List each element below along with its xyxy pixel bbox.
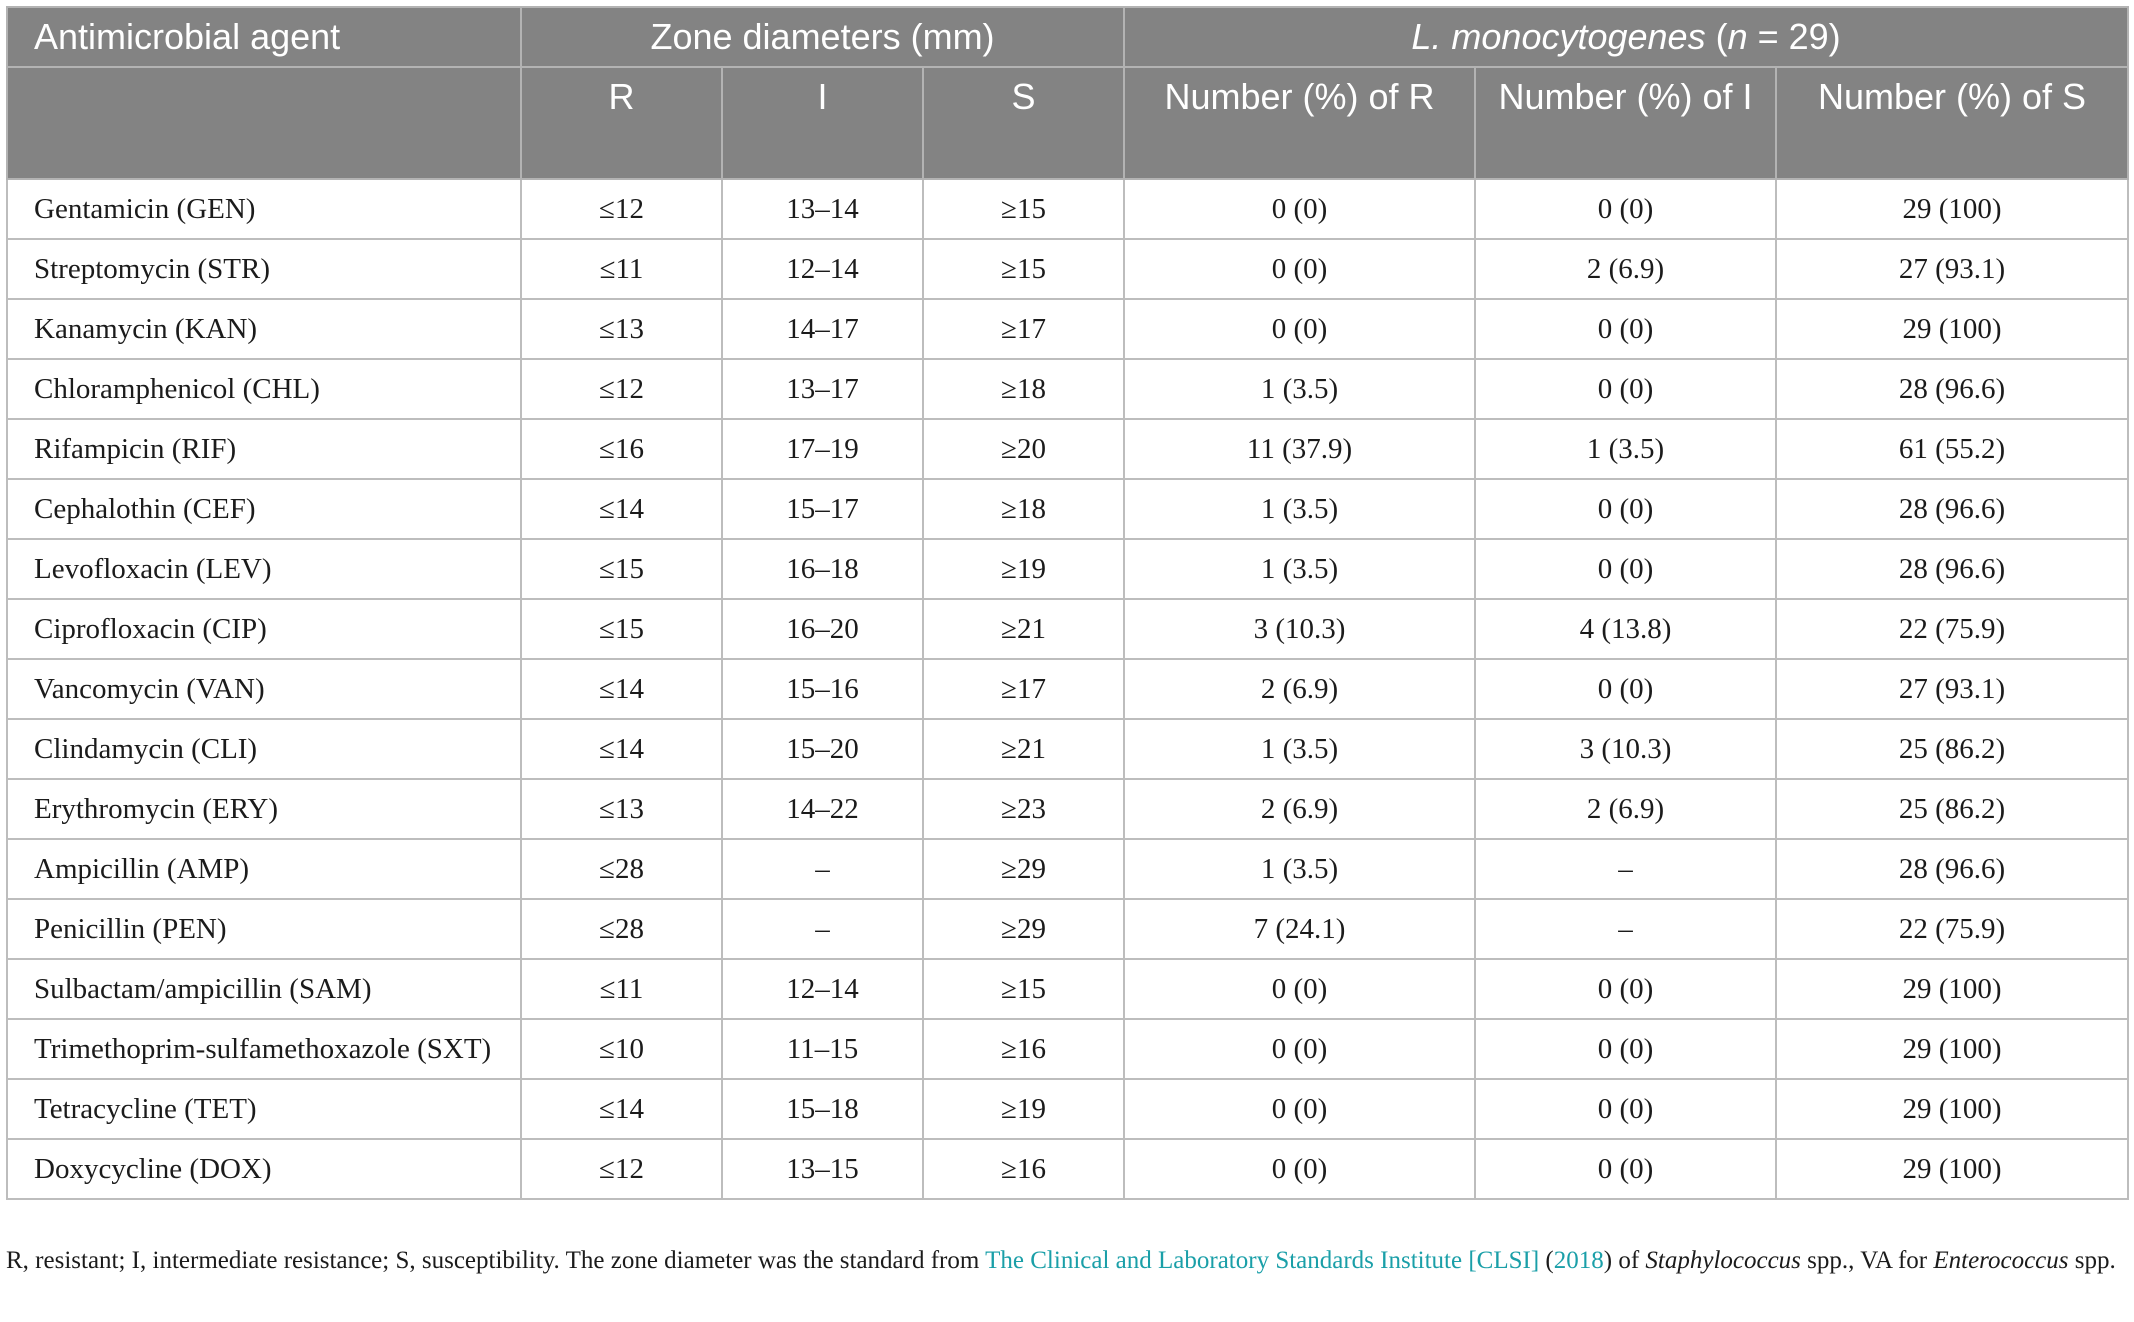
header-zone-diameters: Zone diameters (mm): [521, 7, 1124, 67]
cell-number-r: 0 (0): [1124, 239, 1475, 299]
cell-number-r: 0 (0): [1124, 959, 1475, 1019]
cell-r: ≤28: [521, 839, 722, 899]
table-row: [7, 299, 2128, 359]
table-footnote: [6, 1242, 2126, 1279]
cell-agent: Cephalothin (CEF): [7, 479, 521, 539]
cell-i: –: [722, 899, 923, 959]
header-number-r: Number (%) of R: [1124, 67, 1475, 179]
cell-number-i: 4 (13.8): [1475, 599, 1776, 659]
cell-r: ≤14: [521, 659, 722, 719]
year-reference-link[interactable]: 2018: [1553, 1247, 1604, 1274]
table-row: [7, 479, 2128, 539]
table-row: [7, 839, 2128, 899]
cell-i: 15–18: [722, 1079, 923, 1139]
footnote-text-2: (: [1539, 1247, 1554, 1274]
resistance-table: [6, 6, 2129, 1200]
cell-r: ≤14: [521, 479, 722, 539]
cell-r: ≤12: [521, 179, 722, 239]
cell-number-s: 22 (75.9): [1776, 599, 2128, 659]
cell-agent: Rifampicin (RIF): [7, 419, 521, 479]
cell-r: ≤11: [521, 959, 722, 1019]
cell-number-r: 1 (3.5): [1124, 839, 1475, 899]
footnote-genus-staphylococcus: Staphylococcus: [1645, 1247, 1801, 1274]
cell-agent: Tetracycline (TET): [7, 1079, 521, 1139]
cell-r: ≤10: [521, 1019, 722, 1079]
header-blank: [7, 67, 521, 179]
organism-name: L. monocytogenes: [1411, 16, 1706, 57]
footnote-text-1: R, resistant; I, intermediate resistance; S, susceptibility. The zone diameter was the standard from: [6, 1247, 986, 1274]
cell-number-i: 2 (6.9): [1475, 239, 1776, 299]
cell-agent: Kanamycin (KAN): [7, 299, 521, 359]
cell-r: ≤11: [521, 239, 722, 299]
cell-number-i: 0 (0): [1475, 959, 1776, 1019]
cell-number-s: 27 (93.1): [1776, 659, 2128, 719]
cell-s: ≥18: [923, 479, 1124, 539]
cell-i: 15–17: [722, 479, 923, 539]
organism-n: n: [1727, 16, 1748, 57]
cell-s: ≥21: [923, 719, 1124, 779]
cell-number-i: 0 (0): [1475, 1019, 1776, 1079]
cell-agent: Ampicillin (AMP): [7, 839, 521, 899]
cell-r: ≤16: [521, 419, 722, 479]
cell-i: 12–14: [722, 239, 923, 299]
table-row: [7, 539, 2128, 599]
cell-s: ≥16: [923, 1139, 1124, 1199]
cell-number-i: 0 (0): [1475, 179, 1776, 239]
cell-number-r: 2 (6.9): [1124, 659, 1475, 719]
table-body: [7, 179, 2128, 1199]
cell-number-s: 27 (93.1): [1776, 239, 2128, 299]
table-row: [7, 659, 2128, 719]
cell-agent: Gentamicin (GEN): [7, 179, 521, 239]
cell-number-s: 29 (100): [1776, 179, 2128, 239]
cell-number-r: 0 (0): [1124, 179, 1475, 239]
cell-r: ≤12: [521, 1139, 722, 1199]
cell-r: ≤15: [521, 539, 722, 599]
cell-agent: Vancomycin (VAN): [7, 659, 521, 719]
cell-number-i: 0 (0): [1475, 359, 1776, 419]
header-i: I: [722, 67, 923, 179]
cell-s: ≥18: [923, 359, 1124, 419]
cell-number-s: 28 (96.6): [1776, 479, 2128, 539]
header-r: R: [521, 67, 722, 179]
cell-r: ≤14: [521, 1079, 722, 1139]
cell-number-s: 22 (75.9): [1776, 899, 2128, 959]
cell-number-i: –: [1475, 839, 1776, 899]
header-row-2: [7, 67, 2128, 179]
table-row: [7, 599, 2128, 659]
cell-number-i: 0 (0): [1475, 1079, 1776, 1139]
cell-number-i: –: [1475, 899, 1776, 959]
cell-agent: Trimethoprim-sulfamethoxazole (SXT): [7, 1019, 521, 1079]
cell-number-i: 0 (0): [1475, 1139, 1776, 1199]
table-row: [7, 239, 2128, 299]
resistance-table-container: [6, 6, 2127, 1200]
cell-r: ≤13: [521, 779, 722, 839]
cell-i: 12–14: [722, 959, 923, 1019]
cell-number-s: 29 (100): [1776, 1079, 2128, 1139]
cell-s: ≥17: [923, 299, 1124, 359]
table-row: [7, 359, 2128, 419]
cell-s: ≥15: [923, 179, 1124, 239]
cell-i: 16–20: [722, 599, 923, 659]
cell-number-r: 1 (3.5): [1124, 539, 1475, 599]
cell-number-s: 61 (55.2): [1776, 419, 2128, 479]
cell-i: 13–14: [722, 179, 923, 239]
cell-i: 11–15: [722, 1019, 923, 1079]
cell-s: ≥19: [923, 539, 1124, 599]
table-row: [7, 719, 2128, 779]
cell-i: 15–16: [722, 659, 923, 719]
cell-number-s: 29 (100): [1776, 1139, 2128, 1199]
cell-s: ≥21: [923, 599, 1124, 659]
footnote-genus-enterococcus: Enterococcus: [1933, 1247, 2069, 1274]
cell-i: 17–19: [722, 419, 923, 479]
cell-agent: Sulbactam/ampicillin (SAM): [7, 959, 521, 1019]
cell-i: 15–20: [722, 719, 923, 779]
cell-number-r: 0 (0): [1124, 1139, 1475, 1199]
cell-i: 13–17: [722, 359, 923, 419]
cell-r: ≤14: [521, 719, 722, 779]
header-row-1: [7, 7, 2128, 67]
cell-s: ≥15: [923, 959, 1124, 1019]
cell-number-r: 1 (3.5): [1124, 359, 1475, 419]
cell-s: ≥19: [923, 1079, 1124, 1139]
cell-r: ≤28: [521, 899, 722, 959]
cell-agent: Erythromycin (ERY): [7, 779, 521, 839]
header-number-i: Number (%) of I: [1475, 67, 1776, 179]
cell-number-s: 29 (100): [1776, 959, 2128, 1019]
cell-number-r: 0 (0): [1124, 1079, 1475, 1139]
table-row: [7, 959, 2128, 1019]
cell-s: ≥16: [923, 1019, 1124, 1079]
cell-i: 14–17: [722, 299, 923, 359]
footnote-text-3: ) of: [1603, 1247, 1646, 1274]
cell-number-r: 11 (37.9): [1124, 419, 1475, 479]
table-row: [7, 1139, 2128, 1199]
cell-agent: Clindamycin (CLI): [7, 719, 521, 779]
table-row: [7, 779, 2128, 839]
cell-number-s: 28 (96.6): [1776, 839, 2128, 899]
cell-number-i: 2 (6.9): [1475, 779, 1776, 839]
cell-number-r: 1 (3.5): [1124, 719, 1475, 779]
cell-number-r: 2 (6.9): [1124, 779, 1475, 839]
cell-s: ≥20: [923, 419, 1124, 479]
header-number-s: Number (%) of S: [1776, 67, 2128, 179]
cell-number-s: 29 (100): [1776, 299, 2128, 359]
cell-agent: Streptomycin (STR): [7, 239, 521, 299]
clsi-reference-link[interactable]: The Clinical and Laboratory Standards Institute [CLSI]: [985, 1247, 1540, 1274]
table-row: [7, 419, 2128, 479]
cell-number-i: 0 (0): [1475, 539, 1776, 599]
cell-number-s: 25 (86.2): [1776, 779, 2128, 839]
cell-number-s: 28 (96.6): [1776, 539, 2128, 599]
cell-number-r: 7 (24.1): [1124, 899, 1475, 959]
cell-s: ≥29: [923, 899, 1124, 959]
cell-i: 14–22: [722, 779, 923, 839]
cell-i: 16–18: [722, 539, 923, 599]
table-row: [7, 1079, 2128, 1139]
cell-agent: Doxycycline (DOX): [7, 1139, 521, 1199]
footnote-text-5: spp.: [2068, 1247, 2116, 1274]
cell-number-s: 28 (96.6): [1776, 359, 2128, 419]
cell-i: –: [722, 839, 923, 899]
cell-number-r: 1 (3.5): [1124, 479, 1475, 539]
header-organism: [1124, 7, 2128, 67]
cell-number-i: 1 (3.5): [1475, 419, 1776, 479]
header-s: S: [923, 67, 1124, 179]
cell-number-i: 0 (0): [1475, 659, 1776, 719]
cell-number-r: 3 (10.3): [1124, 599, 1475, 659]
cell-r: ≤12: [521, 359, 722, 419]
cell-agent: Levofloxacin (LEV): [7, 539, 521, 599]
cell-agent: Ciprofloxacin (CIP): [7, 599, 521, 659]
cell-number-r: 0 (0): [1124, 299, 1475, 359]
table-row: [7, 179, 2128, 239]
table-row: [7, 1019, 2128, 1079]
cell-number-i: 3 (10.3): [1475, 719, 1776, 779]
header-antimicrobial-agent: Antimicrobial agent: [7, 7, 521, 67]
cell-number-i: 0 (0): [1475, 299, 1776, 359]
cell-i: 13–15: [722, 1139, 923, 1199]
cell-agent: Penicillin (PEN): [7, 899, 521, 959]
cell-s: ≥15: [923, 239, 1124, 299]
table-row: [7, 899, 2128, 959]
cell-number-i: 0 (0): [1475, 479, 1776, 539]
organism-open: (: [1705, 16, 1728, 57]
cell-number-r: 0 (0): [1124, 1019, 1475, 1079]
footnote-text-4: spp., VA for: [1800, 1247, 1934, 1274]
cell-number-s: 25 (86.2): [1776, 719, 2128, 779]
cell-s: ≥17: [923, 659, 1124, 719]
cell-s: ≥29: [923, 839, 1124, 899]
cell-r: ≤15: [521, 599, 722, 659]
cell-agent: Chloramphenicol (CHL): [7, 359, 521, 419]
organism-count: = 29): [1747, 16, 1841, 57]
cell-number-s: 29 (100): [1776, 1019, 2128, 1079]
cell-r: ≤13: [521, 299, 722, 359]
cell-s: ≥23: [923, 779, 1124, 839]
